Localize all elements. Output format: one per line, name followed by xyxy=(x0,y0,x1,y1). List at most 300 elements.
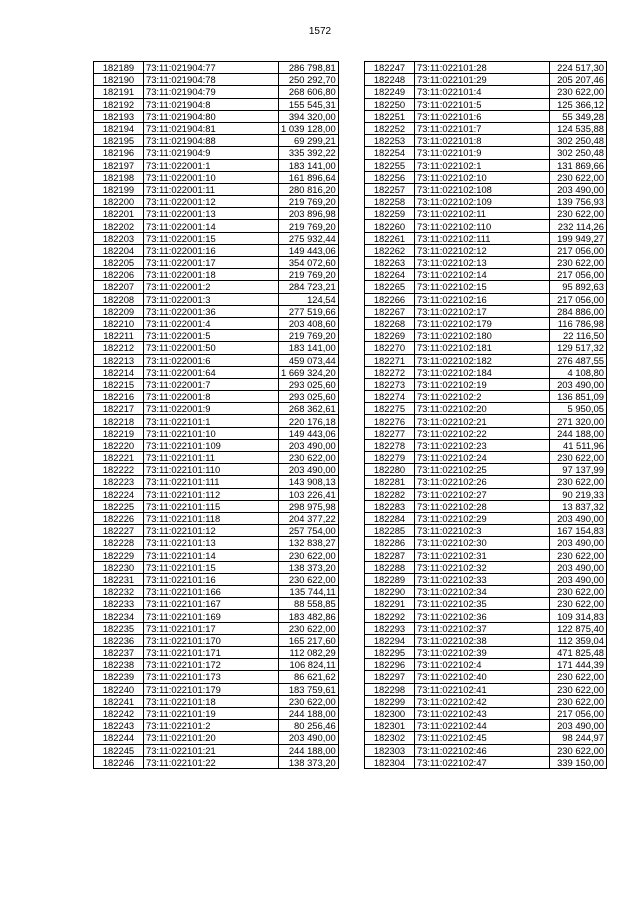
cadastral-number-cell: 73:11:022101:21 xyxy=(144,744,279,756)
value-cell: 155 545,31 xyxy=(279,98,339,110)
table-row xyxy=(365,598,607,610)
cadastral-number-cell: 73:11:022001:50 xyxy=(144,342,279,354)
cadastral-number-cell: 73:11:022102:27 xyxy=(415,488,550,500)
row-number-cell: 182287 xyxy=(365,549,415,561)
cadastral-number-cell: 73:11:022101:110 xyxy=(144,464,279,476)
value-cell: 149 443,06 xyxy=(279,427,339,439)
cadastral-number-cell: 73:11:022102:34 xyxy=(415,586,550,598)
value-cell: 280 816,20 xyxy=(279,183,339,195)
cadastral-number-cell: 73:11:022102:24 xyxy=(415,452,550,464)
value-cell: 230 622,00 xyxy=(550,598,607,610)
value-cell: 55 349,28 xyxy=(550,110,607,122)
row-number-cell: 182265 xyxy=(365,281,415,293)
cadastral-number-cell: 73:11:022102:14 xyxy=(415,269,550,281)
table-row xyxy=(365,354,607,366)
table-row xyxy=(365,196,607,208)
value-cell: 230 622,00 xyxy=(550,683,607,695)
cadastral-number-cell: 73:11:022101:9 xyxy=(415,147,550,159)
value-cell: 203 490,00 xyxy=(279,732,339,744)
table-row xyxy=(94,439,339,451)
cadastral-number-cell: 73:11:022102:3 xyxy=(415,525,550,537)
value-cell: 293 025,60 xyxy=(279,378,339,390)
table-row xyxy=(94,573,339,585)
cadastral-number-cell: 73:11:022102:13 xyxy=(415,257,550,269)
cadastral-number-cell: 73:11:021904:78 xyxy=(144,74,279,86)
value-cell: 230 622,00 xyxy=(550,171,607,183)
cadastral-number-cell: 73:11:022101:8 xyxy=(415,135,550,147)
value-cell: 471 825,48 xyxy=(550,647,607,659)
table-row xyxy=(365,647,607,659)
row-number-cell: 182246 xyxy=(94,756,144,768)
value-cell: 298 975,98 xyxy=(279,500,339,512)
value-cell: 277 519,66 xyxy=(279,305,339,317)
row-number-cell: 182241 xyxy=(94,695,144,707)
row-number-cell: 182201 xyxy=(94,208,144,220)
cadastral-number-cell: 73:11:022101:1 xyxy=(144,415,279,427)
cadastral-number-cell: 73:11:022102:181 xyxy=(415,342,550,354)
value-cell: 122 875,40 xyxy=(550,622,607,634)
row-number-cell: 182223 xyxy=(94,476,144,488)
row-number-cell: 182250 xyxy=(365,98,415,110)
cadastral-number-cell: 73:11:022001:13 xyxy=(144,208,279,220)
cadastral-number-cell: 73:11:022102:32 xyxy=(415,561,550,573)
cadastral-number-cell: 73:11:022001:2 xyxy=(144,281,279,293)
row-number-cell: 182202 xyxy=(94,220,144,232)
cadastral-number-cell: 73:11:021904:81 xyxy=(144,122,279,134)
table-row xyxy=(365,378,607,390)
table-row xyxy=(94,110,339,122)
cadastral-number-cell: 73:11:022101:5 xyxy=(415,98,550,110)
cadastral-number-cell: 73:11:022101:170 xyxy=(144,634,279,646)
row-number-cell: 182227 xyxy=(94,525,144,537)
cadastral-number-cell: 73:11:022102:40 xyxy=(415,671,550,683)
value-cell: 203 408,60 xyxy=(279,317,339,329)
value-cell: 459 073,44 xyxy=(279,354,339,366)
cadastral-number-cell: 73:11:022001:15 xyxy=(144,232,279,244)
cadastral-number-cell: 73:11:022102:10 xyxy=(415,171,550,183)
value-cell: 86 621,62 xyxy=(279,671,339,683)
row-number-cell: 182226 xyxy=(94,512,144,524)
row-number-cell: 182301 xyxy=(365,720,415,732)
cadastral-number-cell: 73:11:022102:184 xyxy=(415,366,550,378)
value-cell: 203 896,98 xyxy=(279,208,339,220)
table-row xyxy=(94,378,339,390)
table-row xyxy=(94,135,339,147)
row-number-cell: 182193 xyxy=(94,110,144,122)
cadastral-number-cell: 73:11:022001:12 xyxy=(144,196,279,208)
row-number-cell: 182235 xyxy=(94,622,144,634)
row-number-cell: 182214 xyxy=(94,366,144,378)
table-row xyxy=(94,366,339,378)
value-cell: 203 490,00 xyxy=(550,720,607,732)
row-number-cell: 182251 xyxy=(365,110,415,122)
table-row xyxy=(94,342,339,354)
row-number-cell: 182237 xyxy=(94,647,144,659)
table-row xyxy=(365,756,607,768)
table-row xyxy=(94,354,339,366)
row-number-cell: 182279 xyxy=(365,452,415,464)
cadastral-number-cell: 73:11:022102:182 xyxy=(415,354,550,366)
table-row xyxy=(365,147,607,159)
row-number-cell: 182258 xyxy=(365,196,415,208)
cadastral-number-cell: 73:11:022102:46 xyxy=(415,744,550,756)
value-cell: 129 517,32 xyxy=(550,342,607,354)
value-cell: 244 188,00 xyxy=(550,427,607,439)
cadastral-number-cell: 73:11:022102:16 xyxy=(415,293,550,305)
value-cell: 244 188,00 xyxy=(279,707,339,719)
cadastral-number-cell: 73:11:022101:167 xyxy=(144,598,279,610)
value-cell: 183 759,61 xyxy=(279,683,339,695)
cadastral-number-cell: 73:11:022101:172 xyxy=(144,659,279,671)
row-number-cell: 182297 xyxy=(365,671,415,683)
value-cell: 286 798,81 xyxy=(279,62,339,74)
cadastral-number-cell: 73:11:022001:64 xyxy=(144,366,279,378)
cadastral-number-cell: 73:11:022101:115 xyxy=(144,500,279,512)
row-number-cell: 182236 xyxy=(94,634,144,646)
row-number-cell: 182222 xyxy=(94,464,144,476)
value-cell: 219 769,20 xyxy=(279,269,339,281)
cadastral-number-cell: 73:11:022101:109 xyxy=(144,439,279,451)
cadastral-number-cell: 73:11:022001:18 xyxy=(144,269,279,281)
table-row xyxy=(94,317,339,329)
table-row xyxy=(365,464,607,476)
value-cell: 224 517,30 xyxy=(550,62,607,74)
row-number-cell: 182289 xyxy=(365,573,415,585)
table-row xyxy=(94,147,339,159)
row-number-cell: 182299 xyxy=(365,695,415,707)
value-cell: 230 622,00 xyxy=(550,86,607,98)
row-number-cell: 182272 xyxy=(365,366,415,378)
cadastral-number-cell: 73:11:022001:36 xyxy=(144,305,279,317)
cadastral-number-cell: 73:11:022102:43 xyxy=(415,707,550,719)
table-row xyxy=(94,622,339,634)
row-number-cell: 182228 xyxy=(94,537,144,549)
value-cell: 139 756,93 xyxy=(550,196,607,208)
value-cell: 167 154,83 xyxy=(550,525,607,537)
row-number-cell: 182253 xyxy=(365,135,415,147)
value-cell: 136 851,09 xyxy=(550,391,607,403)
cadastral-number-cell: 73:11:022101:169 xyxy=(144,610,279,622)
cadastral-number-cell: 73:11:022101:15 xyxy=(144,561,279,573)
cadastral-number-cell: 73:11:021904:9 xyxy=(144,147,279,159)
value-cell: 80 256,46 xyxy=(279,720,339,732)
table-row xyxy=(365,208,607,220)
table-row xyxy=(365,732,607,744)
row-number-cell: 182198 xyxy=(94,171,144,183)
value-cell: 302 250,48 xyxy=(550,147,607,159)
value-cell: 230 622,00 xyxy=(279,573,339,585)
row-number-cell: 182220 xyxy=(94,439,144,451)
row-number-cell: 182249 xyxy=(365,86,415,98)
row-number-cell: 182296 xyxy=(365,659,415,671)
cadastral-number-cell: 73:11:022101:13 xyxy=(144,537,279,549)
cadastral-number-cell: 73:11:022001:11 xyxy=(144,183,279,195)
cadastral-number-cell: 73:11:022001:9 xyxy=(144,403,279,415)
value-cell: 244 188,00 xyxy=(279,744,339,756)
cadastral-number-cell: 73:11:022101:16 xyxy=(144,573,279,585)
row-number-cell: 182290 xyxy=(365,586,415,598)
cadastral-number-cell: 73:11:022102:42 xyxy=(415,695,550,707)
cadastral-number-cell: 73:11:022001:16 xyxy=(144,244,279,256)
value-cell: 22 116,50 xyxy=(550,330,607,342)
value-cell: 276 487,55 xyxy=(550,354,607,366)
cadastral-number-cell: 73:11:022102:108 xyxy=(415,183,550,195)
cadastral-number-cell: 73:11:022001:1 xyxy=(144,159,279,171)
cadastral-number-cell: 73:11:022102:41 xyxy=(415,683,550,695)
table-row xyxy=(365,391,607,403)
table-row xyxy=(94,98,339,110)
table-row xyxy=(94,403,339,415)
value-cell: 271 320,00 xyxy=(550,415,607,427)
row-number-cell: 182278 xyxy=(365,439,415,451)
cadastral-number-cell: 73:11:022101:19 xyxy=(144,707,279,719)
value-cell: 394 320,00 xyxy=(279,110,339,122)
value-cell: 354 072,60 xyxy=(279,257,339,269)
row-number-cell: 182294 xyxy=(365,634,415,646)
row-number-cell: 182283 xyxy=(365,500,415,512)
cadastral-number-cell: 73:11:022102:21 xyxy=(415,415,550,427)
value-cell: 302 250,48 xyxy=(550,135,607,147)
table-row xyxy=(94,561,339,573)
row-number-cell: 182240 xyxy=(94,683,144,695)
table-row xyxy=(365,293,607,305)
cadastral-number-cell: 73:11:022102:36 xyxy=(415,610,550,622)
value-cell: 103 226,41 xyxy=(279,488,339,500)
cadastral-number-cell: 73:11:022001:8 xyxy=(144,391,279,403)
cadastral-number-cell: 73:11:022102:17 xyxy=(415,305,550,317)
value-cell: 131 869,66 xyxy=(550,159,607,171)
row-number-cell: 182254 xyxy=(365,147,415,159)
row-number-cell: 182266 xyxy=(365,293,415,305)
table-row xyxy=(94,756,339,768)
value-cell: 250 292,70 xyxy=(279,74,339,86)
cadastral-number-cell: 73:11:022102:33 xyxy=(415,573,550,585)
value-cell: 230 622,00 xyxy=(550,744,607,756)
table-row xyxy=(365,366,607,378)
table-row xyxy=(365,220,607,232)
value-cell: 217 056,00 xyxy=(550,707,607,719)
value-cell: 95 892,63 xyxy=(550,281,607,293)
value-cell: 268 362,61 xyxy=(279,403,339,415)
row-number-cell: 182291 xyxy=(365,598,415,610)
cadastral-number-cell: 73:11:022102:23 xyxy=(415,439,550,451)
cadastral-number-cell: 73:11:022101:29 xyxy=(415,74,550,86)
cadastral-number-cell: 73:11:022102:19 xyxy=(415,378,550,390)
table-row xyxy=(365,512,607,524)
row-number-cell: 182303 xyxy=(365,744,415,756)
cadastral-number-cell: 73:11:022102:30 xyxy=(415,537,550,549)
row-number-cell: 182231 xyxy=(94,573,144,585)
row-number-cell: 182302 xyxy=(365,732,415,744)
table-row xyxy=(94,281,339,293)
row-number-cell: 182262 xyxy=(365,244,415,256)
row-number-cell: 182257 xyxy=(365,183,415,195)
value-cell: 203 490,00 xyxy=(279,439,339,451)
value-cell: 161 896,64 xyxy=(279,171,339,183)
cadastral-number-cell: 73:11:022102:15 xyxy=(415,281,550,293)
table-row xyxy=(365,257,607,269)
row-number-cell: 182242 xyxy=(94,707,144,719)
table-row xyxy=(365,500,607,512)
row-number-cell: 182252 xyxy=(365,122,415,134)
value-cell: 230 622,00 xyxy=(279,452,339,464)
cadastral-number-cell: 73:11:022101:6 xyxy=(415,110,550,122)
table-row xyxy=(365,183,607,195)
value-cell: 124 535,88 xyxy=(550,122,607,134)
row-number-cell: 182216 xyxy=(94,391,144,403)
table-row xyxy=(94,707,339,719)
value-cell: 199 949,27 xyxy=(550,232,607,244)
cadastral-number-cell: 73:11:022001:17 xyxy=(144,257,279,269)
table-row xyxy=(94,183,339,195)
value-cell: 205 207,46 xyxy=(550,74,607,86)
row-number-cell: 182232 xyxy=(94,586,144,598)
cadastral-number-cell: 73:11:022102:20 xyxy=(415,403,550,415)
value-cell: 232 114,26 xyxy=(550,220,607,232)
cadastral-number-cell: 73:11:022102:38 xyxy=(415,634,550,646)
table-row xyxy=(365,488,607,500)
row-number-cell: 182213 xyxy=(94,354,144,366)
cadastral-number-cell: 73:11:022101:118 xyxy=(144,512,279,524)
row-number-cell: 182276 xyxy=(365,415,415,427)
value-cell: 183 482,86 xyxy=(279,610,339,622)
table-row xyxy=(365,135,607,147)
value-cell: 165 217,60 xyxy=(279,634,339,646)
table-row xyxy=(94,598,339,610)
table-row xyxy=(365,476,607,488)
table-row xyxy=(365,671,607,683)
table-row xyxy=(94,610,339,622)
cadastral-number-cell: 73:11:022101:22 xyxy=(144,756,279,768)
table-row xyxy=(365,439,607,451)
table-row xyxy=(94,720,339,732)
cadastral-number-cell: 73:11:022101:14 xyxy=(144,549,279,561)
value-cell: 230 622,00 xyxy=(550,257,607,269)
row-number-cell: 182286 xyxy=(365,537,415,549)
row-number-cell: 182195 xyxy=(94,135,144,147)
value-cell: 204 377,22 xyxy=(279,512,339,524)
table-row xyxy=(365,98,607,110)
table-row xyxy=(365,110,607,122)
table-row xyxy=(365,744,607,756)
cadastral-number-cell: 73:11:022102:109 xyxy=(415,196,550,208)
cadastral-number-cell: 73:11:022001:7 xyxy=(144,378,279,390)
table-row xyxy=(365,549,607,561)
row-number-cell: 182219 xyxy=(94,427,144,439)
value-cell: 98 244,97 xyxy=(550,732,607,744)
row-number-cell: 182261 xyxy=(365,232,415,244)
value-cell: 1 039 128,00 xyxy=(279,122,339,134)
cadastral-number-cell: 73:11:022102:37 xyxy=(415,622,550,634)
table-row xyxy=(94,683,339,695)
row-number-cell: 182229 xyxy=(94,549,144,561)
value-cell: 230 622,00 xyxy=(279,695,339,707)
value-cell: 203 490,00 xyxy=(550,512,607,524)
row-number-cell: 182209 xyxy=(94,305,144,317)
table-row xyxy=(94,122,339,134)
value-cell: 109 314,83 xyxy=(550,610,607,622)
value-cell: 41 511,96 xyxy=(550,439,607,451)
cadastral-number-cell: 73:11:021904:79 xyxy=(144,86,279,98)
cadastral-number-cell: 73:11:022102:180 xyxy=(415,330,550,342)
value-cell: 230 622,00 xyxy=(550,476,607,488)
cadastral-number-cell: 73:11:022102:111 xyxy=(415,232,550,244)
row-number-cell: 182298 xyxy=(365,683,415,695)
row-number-cell: 182256 xyxy=(365,171,415,183)
value-cell: 149 443,06 xyxy=(279,244,339,256)
row-number-cell: 182233 xyxy=(94,598,144,610)
table-row xyxy=(94,62,339,74)
value-cell: 203 490,00 xyxy=(550,573,607,585)
cadastral-number-cell: 73:11:021904:8 xyxy=(144,98,279,110)
cadastral-number-cell: 73:11:022001:3 xyxy=(144,293,279,305)
row-number-cell: 182206 xyxy=(94,269,144,281)
table-row xyxy=(365,586,607,598)
row-number-cell: 182224 xyxy=(94,488,144,500)
row-number-cell: 182247 xyxy=(365,62,415,74)
row-number-cell: 182259 xyxy=(365,208,415,220)
row-number-cell: 182192 xyxy=(94,98,144,110)
row-number-cell: 182221 xyxy=(94,452,144,464)
cadastral-number-cell: 73:11:022102:28 xyxy=(415,500,550,512)
table-row xyxy=(365,122,607,134)
row-number-cell: 182204 xyxy=(94,244,144,256)
cadastral-number-cell: 73:11:022001:4 xyxy=(144,317,279,329)
value-cell: 116 786,98 xyxy=(550,317,607,329)
value-cell: 132 838,27 xyxy=(279,537,339,549)
cadastral-number-cell: 73:11:022101:11 xyxy=(144,452,279,464)
table-row xyxy=(94,464,339,476)
row-number-cell: 182267 xyxy=(365,305,415,317)
table-row xyxy=(94,257,339,269)
table-row xyxy=(365,610,607,622)
row-number-cell: 182238 xyxy=(94,659,144,671)
cadastral-number-cell: 73:11:022102:2 xyxy=(415,391,550,403)
value-cell: 219 769,20 xyxy=(279,196,339,208)
table-row xyxy=(365,244,607,256)
table-row xyxy=(94,293,339,305)
value-cell: 143 908,13 xyxy=(279,476,339,488)
value-cell: 217 056,00 xyxy=(550,293,607,305)
cadastral-number-cell: 73:11:022102:26 xyxy=(415,476,550,488)
value-cell: 335 392,22 xyxy=(279,147,339,159)
table-row xyxy=(94,732,339,744)
value-cell: 339 150,00 xyxy=(550,756,607,768)
table-row xyxy=(94,244,339,256)
row-number-cell: 182200 xyxy=(94,196,144,208)
value-cell: 230 622,00 xyxy=(550,208,607,220)
value-cell: 219 769,20 xyxy=(279,330,339,342)
value-cell: 293 025,60 xyxy=(279,391,339,403)
row-number-cell: 182245 xyxy=(94,744,144,756)
value-cell: 257 754,00 xyxy=(279,525,339,537)
table-row xyxy=(365,683,607,695)
table-row xyxy=(94,695,339,707)
value-cell: 230 622,00 xyxy=(550,695,607,707)
table-row xyxy=(365,269,607,281)
table-row xyxy=(365,634,607,646)
table-row xyxy=(365,537,607,549)
cadastral-number-cell: 73:11:022001:6 xyxy=(144,354,279,366)
value-cell: 112 082,29 xyxy=(279,647,339,659)
table-row xyxy=(94,671,339,683)
table-row xyxy=(365,720,607,732)
table-row xyxy=(94,269,339,281)
row-number-cell: 182211 xyxy=(94,330,144,342)
cadastral-number-cell: 73:11:022101:112 xyxy=(144,488,279,500)
table-row xyxy=(365,305,607,317)
row-number-cell: 182269 xyxy=(365,330,415,342)
